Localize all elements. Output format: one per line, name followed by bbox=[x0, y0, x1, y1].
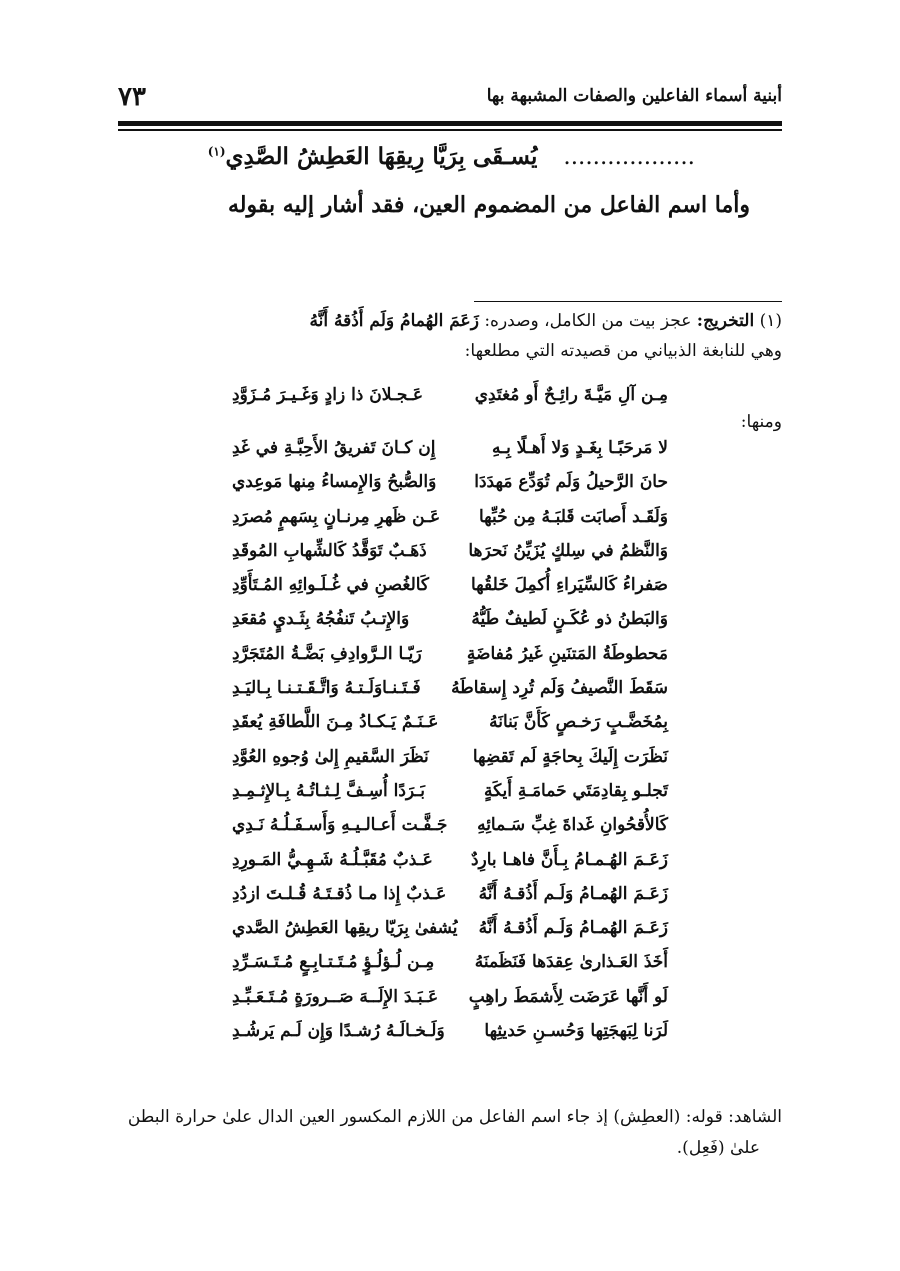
verse-first-hemistich: لَرَنا لِبَهجَتِها وَحُسـنِ حَديثِها bbox=[484, 1021, 668, 1042]
footnote-reference: (١) bbox=[207, 144, 226, 159]
poem-verse bbox=[232, 779, 668, 813]
poem-verse bbox=[232, 985, 668, 1019]
footnote-text: عجز بيت من الكامل، وصدره: bbox=[484, 311, 692, 331]
verse-first-hemistich: تَجلـو بِقادِمَتَي حَمامَـةِ أَيكَةٍ bbox=[483, 780, 668, 801]
minha-label: ومنها: bbox=[740, 412, 782, 432]
shahid-line-2: علىٰ (فَعِل). bbox=[676, 1138, 760, 1158]
verse-first-hemistich: وَلَقَـد أَصابَت قَلبَـهُ مِن حُبِّها bbox=[478, 506, 668, 527]
verse-second-hemistich: كَالغُصنِ في غُـلَـوائِهِ المُـتَأَوِّدِ bbox=[232, 575, 430, 596]
footnote-separator bbox=[474, 301, 782, 302]
poem-verse bbox=[232, 505, 668, 539]
verse-second-hemistich: وَلَـخـالَـهُ رُشـدًا وَإِن لَـم يَرشُـدِ bbox=[232, 1021, 445, 1042]
running-title: أبنية أسماء الفاعلين والصفات المشبهة بها bbox=[486, 86, 782, 106]
verse-second-hemistich: عَـنَـمٌ يَـكـادُ مِـنَ اللَّطافَةِ يُعقَدِ bbox=[232, 712, 439, 733]
poem-verse bbox=[232, 607, 668, 641]
verse-first-hemistich: لَو أَنَّها عَرَضَت لِأَشمَطَ راهِبٍ bbox=[468, 986, 668, 1007]
verse-second-hemistich: فَـتَـنـاوَلَـتـهُ وَاتَّـقَـتـنـا بِـاليَـدِ bbox=[232, 678, 421, 699]
verse-first-hemistich: زَعَـمَ الهُـمـامُ بِـأَنَّ فاهـا بارِدٌ bbox=[470, 849, 668, 870]
verse-first-hemistich: زَعَـمَ الهُمـامُ وَلَـم أَذُقـهُ أَنَّهُ bbox=[478, 918, 668, 939]
verse-second-hemistich: وَالإِتـبُ تَنفُجُهُ بِثَـديٍ مُقعَدِ bbox=[232, 609, 410, 630]
poem-block bbox=[232, 436, 668, 1053]
verse-second-hemistich: جَـفَّـت أَعـالـيـهِ وَأَسـفَـلُـهُ نَـدِي bbox=[232, 815, 448, 836]
verse-first-hemistich: أَخَذَ العَـذارىٰ عِقدَها فَنَظَمنَهُ bbox=[474, 952, 668, 973]
header-rule-thin bbox=[118, 129, 782, 131]
page-number: ٧٣ bbox=[118, 82, 146, 112]
footnote-number: (١) bbox=[759, 311, 782, 331]
verse-second-hemistich: نَظَرَ السَّقيمِ إِلىٰ وُجوهِ العُوَّدِ bbox=[232, 746, 429, 767]
poem-verse bbox=[232, 573, 668, 607]
verse-first-hemistich: لا مَرحَبًـا بِغَـدٍ وَلا أَهـلًا بِـهِ bbox=[492, 438, 668, 458]
verse-second-hemistich: مِـن لُـؤلُـؤٍ مُـتَـتـابِـعٍ مُـتَـسَـرِّدِ bbox=[232, 952, 435, 973]
body-sentence: وأما اسم الفاعل من المضموم العين، فقد أشار إليه بقوله bbox=[228, 192, 750, 218]
footnote-line-2: وهي للنابغة الذبياني من قصيدته التي مطلعها: bbox=[464, 341, 782, 361]
verse-second-hemistich: إِن كـانَ تَفريقُ الأَحِبَّـةِ في غَدِ bbox=[232, 438, 436, 458]
poem-verse bbox=[232, 813, 668, 847]
verse-first-hemistich: سَقَطَ النَّصيفُ وَلَم تُرِد إِسقاطَهُ bbox=[451, 678, 668, 699]
quoted-hemistich bbox=[208, 143, 695, 170]
verse-second-hemistich: رَيّـا الـرَّوادِفِ بَضَّـةُ المُتَجَرَّدِ bbox=[232, 643, 422, 664]
verse-first-hemistich: كَالأُقحُوانِ غَداةَ غِبِّ سَـمائِهِ bbox=[477, 815, 668, 836]
verse-first-hemistich: وَالبَطنُ ذو عُكَـنٍ لَطيفٌ طَيُّهُ bbox=[471, 609, 668, 630]
matla-sadr: مِـن آلِ مَيَّـةَ رائِـحٌ أَو مُغتَدِي bbox=[474, 385, 668, 405]
verse-first-hemistich: وَالنَّظمُ في سِلكٍ يُزَيِّنُ نَحرَها bbox=[468, 540, 668, 561]
poem-verse bbox=[232, 950, 668, 984]
footnote-quote: زَعَمَ الهُمامُ وَلَم أَذُقهُ أَنَّهُ bbox=[309, 311, 479, 331]
verse-second-hemistich: بَـرَدًا أُسِـفَّ لِـثـاتُـهُ بِـالإِثـمِـدِ bbox=[232, 780, 425, 801]
verse-first-hemistich: زَعَـمَ الهُمـامُ وَلَـم أَذُقـهُ أَنَّهُ bbox=[478, 883, 668, 904]
verse-first-hemistich: صَفراءُ كَالسِّيَراءِ أُكمِلَ خَلقُها bbox=[470, 575, 668, 596]
poem-verse bbox=[232, 1019, 668, 1053]
poem-verse bbox=[232, 745, 668, 779]
footnote-line-1 bbox=[309, 311, 782, 331]
verse-second-hemistich: عَـبَـدَ الإِلَــهَ صَــرورَةٍ مُـتَـعَـبِّـدِ bbox=[232, 986, 439, 1007]
ellipsis-dots: .................. bbox=[563, 144, 695, 170]
verse-first-hemistich: نَظَرَت إِلَيكَ بِحاجَةٍ لَم تَقضِها bbox=[472, 746, 668, 767]
poem-verse bbox=[232, 642, 668, 676]
poem-verse bbox=[232, 710, 668, 744]
poem-verse bbox=[232, 916, 668, 950]
verse-second-hemistich: وَالصُّبحُ وَالإِمساءُ مِنها مَوعِدي bbox=[232, 472, 437, 493]
verse-first-hemistich: حانَ الرَّحيلُ وَلَم تُوَدِّع مَهدَدَا bbox=[474, 472, 668, 493]
poem-verse bbox=[232, 436, 668, 470]
hemistich-text: يُسـقَى بِرَيَّا رِيقِهَا العَطِشُ الصَّدِي bbox=[225, 143, 538, 170]
shahid-line-1: الشاهد: قوله: (العطِش) إذ جاء اسم الفاعل من اللازم المكسور العين الدال علىٰ حرارة البطن bbox=[127, 1107, 782, 1127]
page-header bbox=[118, 82, 782, 114]
poem-verse bbox=[232, 676, 668, 710]
verse-second-hemistich: عَـذبٌ مُقَبَّـلُـهُ شَـهِـيُّ المَـورِدِ bbox=[232, 849, 433, 870]
matla-ajz: عَـجـلانَ ذا زادٍ وَغَـيـرَ مُـزَوَّدِ bbox=[232, 385, 423, 405]
verse-second-hemistich: ذَهَـبٌ تَوَقَّدُ كَالشِّهابِ المُوقَدِ bbox=[232, 540, 427, 561]
verse-first-hemistich: بِمُخَضَّـبٍ رَخـصٍ كَأَنَّ بَنانَهُ bbox=[489, 712, 668, 733]
footnote-label: التخريج: bbox=[696, 311, 755, 331]
verse-first-hemistich: مَحطوطَةُ المَتنَينِ غَيرُ مُفاضَةٍ bbox=[466, 643, 668, 664]
poem-verse bbox=[232, 470, 668, 504]
poem-verse bbox=[232, 539, 668, 573]
verse-second-hemistich: عَـن ظَهرِ مِرنـانٍ بِسَهمٍ مُصرَدِ bbox=[232, 506, 441, 527]
poem-verse bbox=[232, 882, 668, 916]
header-rule-thick bbox=[118, 121, 782, 126]
verse-second-hemistich: عَـذبٌ إِذا مـا ذُقـتَـهُ قُـلـتَ ازدُدِ bbox=[232, 883, 447, 904]
verse-second-hemistich: يُشفىٰ بِرَيّا ريقِها العَطِشُ الصَّدي bbox=[232, 918, 458, 939]
poem-verse bbox=[232, 848, 668, 882]
